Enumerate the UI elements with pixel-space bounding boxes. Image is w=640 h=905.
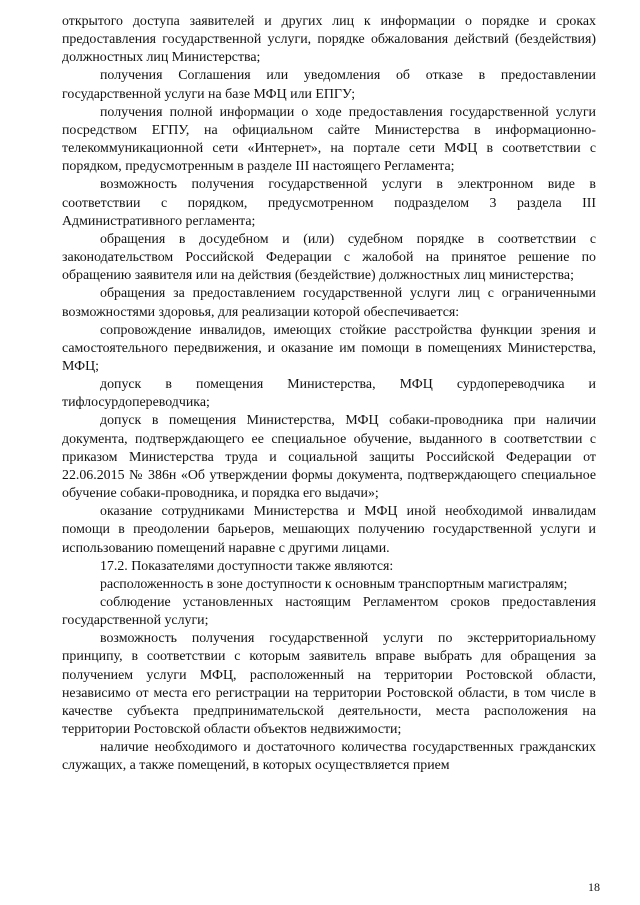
- paragraph-guide-dog: допуск в помещения Министерства, МФЦ собаки-проводника при наличии документа, подтверждающего ее специальное обучение, выданного в соответствии с приказом Министерства труда и социальной защиты Российской Федерации от 22.06.2015 № 386н «Об утверждении формы документа, подтверждающего специальное обучение собаки-проводника, и порядка его выдачи»;: [62, 413, 596, 502]
- paragraph-deadlines: соблюдение установленных настоящим Регламентом сроков предоставления государственной услуги;: [62, 595, 596, 629]
- paragraph-extraterritorial: возможность получения государственной услуги по экстерриториальному принципу, в соответствии с которым заявитель вправе выбрать для обращения за получением услуги МФЦ, расположенный на территории Ростовской области, независимо от места его регистрации на территории Ростовской области, в том числе в качестве субъекта предпринимательской деятельности, места расположения на территории Ростовской области объектов недвижимости;: [62, 631, 596, 738]
- paragraph-transport-access: расположенность в зоне доступности к основным транспортным магистралям;: [100, 576, 568, 592]
- paragraph-full-information: получения полной информации о ходе предоставления государственной услуги посредством ЕГПУ, на официальном сайте Министерства в информационно-телекоммуникационной сети «Интернет», на портале сети МФЦ в соответствии с порядком, предусмотренным в разделе III настоящего Регламента;: [62, 104, 596, 175]
- page-number: 18: [588, 880, 600, 894]
- paragraph-disabled-persons: обращения за предоставлением государственной услуги лиц с ограниченными возможностями здоровья, для реализации которой обеспечивается:: [62, 286, 596, 320]
- paragraph-sign-interpreter: допуск в помещения Министерства, МФЦ сурдопереводчика и тифлосурдопереводчика;: [62, 377, 596, 411]
- paragraph-section-17-2: 17.2. Показателями доступности также являются:: [100, 558, 394, 574]
- paragraph-escort: сопровождение инвалидов, имеющих стойкие расстройства функции зрения и самостоятельного передвижения, и оказание им помощи в помещениях Министерства, МФЦ;: [62, 322, 596, 374]
- paragraph-electronic-service: возможность получения государственной услуги в электронном виде в соответствии с порядком, предусмотренном подразделом 3 раздела III Административного регламента;: [62, 177, 596, 229]
- paragraph-assistance: оказание сотрудниками Министерства и МФЦ иной необходимой инвалидам помощи в преодолении барьеров, мешающих получению государственной услуги и использованию помещений наравне с другими лицами.: [62, 504, 596, 556]
- paragraph-appeal: обращения в досудебном и (или) судебном порядке в соответствии с законодательством Российской Федерации с жалобой на принятое решение по обращению заявителя или на действия (бездействие) должностных лиц министерства;: [62, 231, 596, 284]
- paragraph-open-access: открытого доступа заявителей и других лиц к информации о порядке и сроках предоставления государственной услуги, порядке обжалования действий (бездействия) должностных лиц Министерства;: [62, 14, 596, 66]
- paragraph-agreement-receipt: получения Соглашения или уведомления об отказе в предоставлении государственной услуги на базе МФЦ или ЕПГУ;: [62, 68, 596, 102]
- document-body: [62, 13, 596, 776]
- paragraph-staff-premises: наличие необходимого и достаточного количества государственных гражданских служащих, а также помещений, в которых осуществляется прием: [62, 740, 596, 774]
